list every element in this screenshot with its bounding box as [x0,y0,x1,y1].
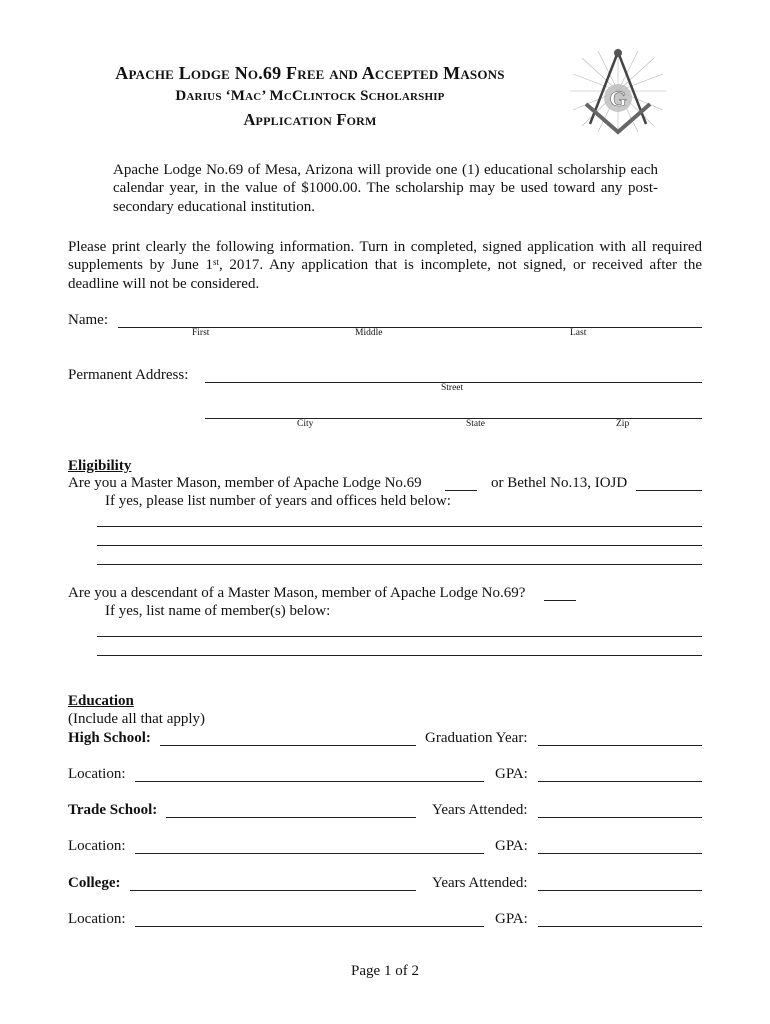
instructions-paragraph [68,238,702,293]
city-caption: City [297,419,314,429]
graduation-year-label: Graduation Year: [425,730,528,746]
college-field[interactable] [130,890,416,891]
eligibility-q2: Are you a descendant of a Master Mason, member of Apache Lodge No.69? [68,585,526,601]
square-and-compasses-icon [568,46,668,136]
form-title-line3: Application Form [243,110,377,129]
college-gpa-field[interactable] [538,926,702,927]
high-school-label: High School: [68,730,151,746]
trade-school-location-field[interactable] [135,853,484,854]
high-school-gpa-label: GPA: [495,766,528,782]
trade-school-label: Trade School: [68,802,158,818]
college-label: College: [68,875,121,891]
lodge-member-answer-field[interactable] [445,490,477,491]
instructions-part1: Please print clearly the following information. Turn in completed, signed application with all required supplements by June 1 [68,239,702,274]
college-location-field[interactable] [135,926,484,927]
trade-school-field[interactable] [166,817,416,818]
form-title-line1: Apache Lodge No.69 Free and Accepted Masons [115,63,505,83]
high-school-field[interactable] [160,745,416,746]
member-names-line-1[interactable] [97,636,702,637]
trade-years-attended-label: Years Attended: [432,802,528,818]
education-heading: Education [68,693,134,709]
name-middle-caption: Middle [355,328,383,338]
member-names-line-2[interactable] [97,655,702,656]
eligibility-q1-followup: If yes, please list number of years and offices held below: [105,493,451,509]
college-location-label: Location: [68,911,126,927]
name-last-caption: Last [570,328,587,338]
college-years-attended-label: Years Attended: [432,875,528,891]
instructions-sup: st [212,257,219,268]
page-number: Page 1 of 2 [351,963,419,979]
graduation-year-field[interactable] [538,745,702,746]
bethel-member-answer-field[interactable] [636,490,702,491]
descendant-answer-field[interactable] [544,600,576,601]
trade-years-attended-field[interactable] [538,817,702,818]
offices-held-line-1[interactable] [97,526,702,527]
address-label: Permanent Address: [68,367,189,383]
high-school-location-field[interactable] [135,781,484,782]
college-years-attended-field[interactable] [538,890,702,891]
state-caption: State [466,419,485,429]
offices-held-line-2[interactable] [97,545,702,546]
instructions-part2: , 2017. Any application that is incomplete, not signed, or received after the deadline will not be considered. [68,257,702,292]
street-caption: Street [441,383,464,393]
college-gpa-label: GPA: [495,911,528,927]
logo-letter: G [609,86,627,111]
trade-school-gpa-label: GPA: [495,838,528,854]
name-label: Name: [68,312,108,328]
form-title-line2: Darius ‘Mac’ McClintock Scholarship [175,88,445,104]
offices-held-line-3[interactable] [97,564,702,565]
trade-school-location-label: Location: [68,838,126,854]
eligibility-heading: Eligibility [68,458,132,474]
eligibility-q1: Are you a Master Mason, member of Apache Lodge No.69 [68,475,422,491]
zip-caption: Zip [616,419,630,429]
high-school-gpa-field[interactable] [538,781,702,782]
high-school-location-label: Location: [68,766,126,782]
name-first-caption: First [192,328,210,338]
trade-school-gpa-field[interactable] [538,853,702,854]
intro-paragraph: Apache Lodge No.69 of Mesa, Arizona will provide one (1) educational scholarship each calendar year, in the value of $1000.00. The scholarship may be used toward any post-secondary educational institution. [113,162,658,215]
eligibility-q1-alt: or Bethel No.13, IOJD [491,475,628,491]
education-note: (Include all that apply) [68,711,206,727]
eligibility-q2-followup: If yes, list name of member(s) below: [105,603,331,619]
